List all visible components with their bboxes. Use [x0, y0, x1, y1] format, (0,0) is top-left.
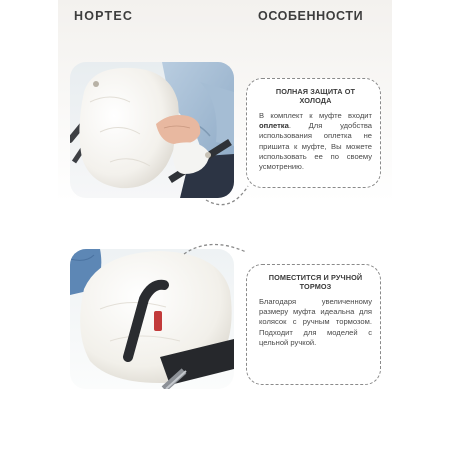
brand-name: НОРТЕС	[74, 9, 134, 23]
feature-text-part: . Для удобства использования оплетка не пришита к муфте, Вы можете использовать ее по своему усмотрению.	[259, 121, 372, 172]
feature-card-cold-protection	[246, 78, 381, 188]
feature-text-part: В комплект к муфте входит	[259, 111, 372, 120]
feature-description	[259, 111, 372, 172]
feature-title: ПОЛНАЯ ЗАЩИТА ОТ ХОЛОДА	[275, 87, 356, 105]
feature-description: Благодаря увеличенному размеру муфта идеальна для колясок с ручным тормозом. Подходит для моделей с цельной ручкой.	[259, 297, 372, 347]
feature-text-bold: оплетка	[259, 121, 289, 131]
page-title: ОСОБЕННОСТИ	[258, 9, 364, 23]
muff-photo-cold-protection	[70, 62, 234, 198]
feature-card-hand-brake	[246, 264, 381, 385]
muff-photo-hand-brake	[70, 249, 234, 389]
feature-title: ПОМЕСТИТСЯ И РУЧНОЙ ТОРМОЗ	[268, 273, 363, 291]
